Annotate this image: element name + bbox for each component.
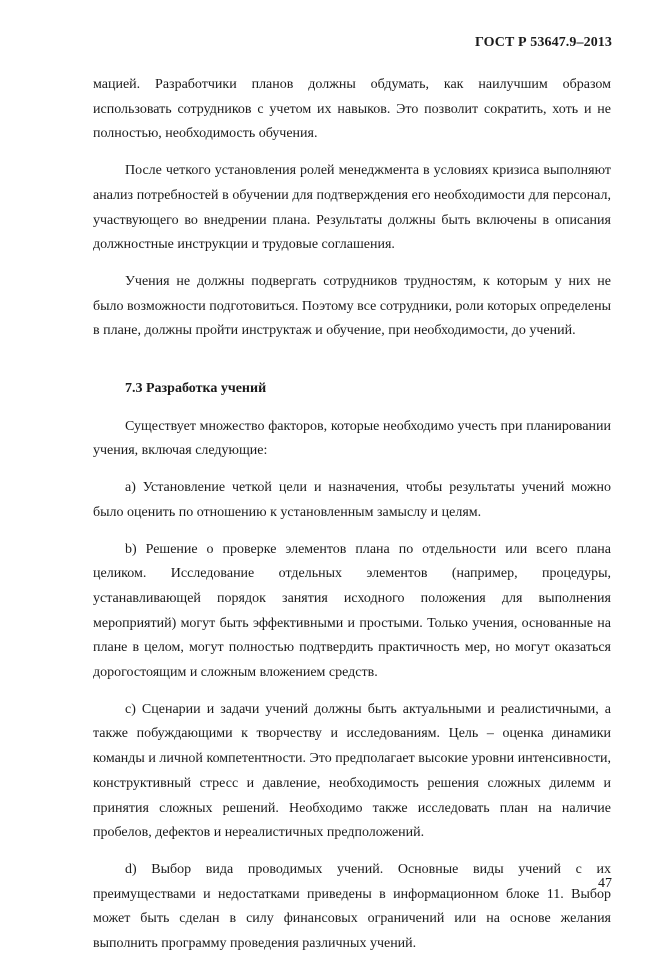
list-item-a: a) Установление четкой цели и назначения, чтобы результаты учений можно было оценить по отношению к установленным замыслу и целям. bbox=[93, 480, 611, 520]
paragraph-continuation: мацией. Разработчики планов должны обдумать, как наилучшим образом использовать сотрудников с учетом их навыков. Это позволит сократить, хоть и не полностью, необходимость обучения. bbox=[93, 77, 611, 142]
document-body bbox=[93, 73, 611, 957]
paragraph-exercise-difficulty: Учения не должны подвергать сотрудников трудностям, к которым у них не было возможности подготовиться. Поэтому все сотрудники, роли которых определены в плане, должны пройти инструктаж и обучение, при необходимости, до учений. bbox=[93, 273, 611, 339]
paragraph-factors-intro: Существует множество факторов, которые необходимо учесть при планировании учения, включая следующие: bbox=[93, 418, 611, 459]
document-header: ГОСТ Р 53647.9–2013 bbox=[474, 35, 612, 50]
section-heading: 7.3 Разработка учений bbox=[125, 381, 267, 397]
paragraph-training-needs: После четкого установления ролей менеджмента в условиях кризиса выполняют анализ потребностей в обучении для подтверждения его необходимости для персонал, участвующего во внедрении плана. Результаты должны быть включены в описания должностные инструкции и трудовые соглашения. bbox=[93, 163, 611, 253]
list-item-b: b) Решение о проверке элементов плана по отдельности или всего плана целиком. Исследование отдельных элементов (например, процедуры, устанавливающей порядок занятия исходного положения для выполнения мероприятий) могут быть эффективными и простыми. Только учения, основанные на плане в целом, могут полностью подтвердить практичность мер, но могут оказаться дорогостоящим и сложным вложением средств. bbox=[93, 541, 611, 681]
list-item-c: c) Сценарии и задачи учений должны быть актуальными и реалистичными, а также побуждающими к творчеству и исследованиям. Цель – оценка динамики команды и личной компетентности. Это предполагает высокие уровни интенсивности, конструктивный стресс и давление, необходимость решения сложных дилемм и принятия сложных решений. Необходимо также исследовать план на наличие пробелов, дефектов и нереалистичных предположений. bbox=[93, 701, 611, 841]
list-item-d: d) Выбор вида проводимых учений. Основные виды учений с их преимуществами и недостатками приведены в информационном блоке 11. Выбор может быть сделан в силу финансовых ограничений или на основе желания выполнить программу проведения различных учений. bbox=[93, 861, 611, 952]
page-number: 47 bbox=[598, 876, 612, 891]
